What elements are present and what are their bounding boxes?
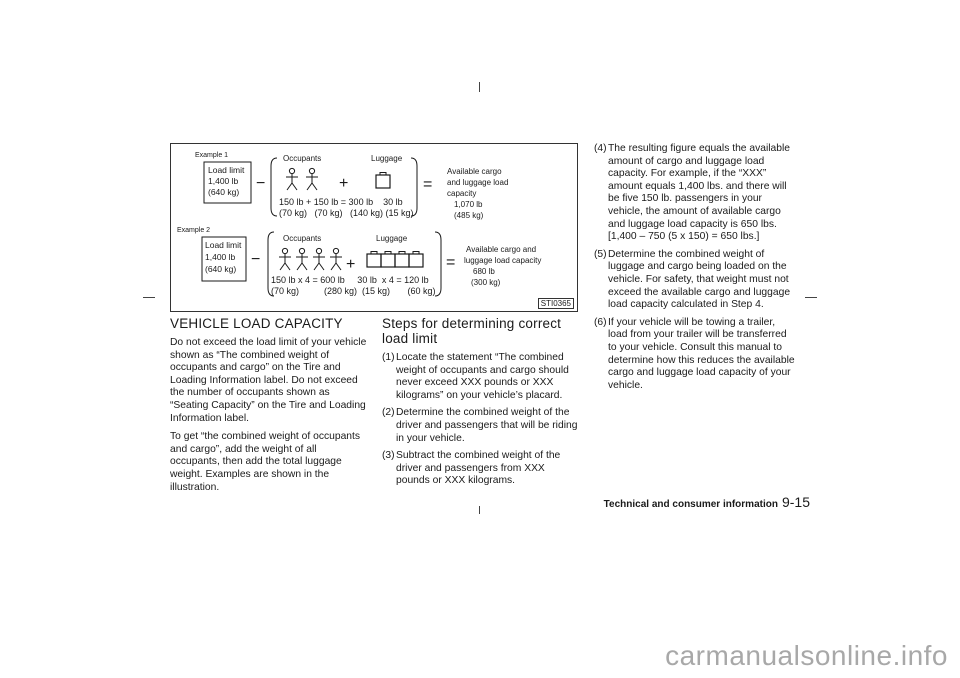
example-2-luggage-icon-2	[381, 252, 395, 268]
example-1-available-line-3: capacity	[447, 189, 477, 198]
step-text: Determine the combined weight of luggage and cargo being loaded on the vehicle. For safety, that weight must not exceed the available cargo and luggage load capacity calculated in Step 4.	[608, 248, 791, 311]
page-number: 9-15	[781, 494, 810, 510]
example-2-minus-sign: −	[251, 251, 261, 268]
example-2-luggage-icon-1	[367, 252, 381, 268]
load-capacity-illustration	[170, 143, 578, 312]
step-item	[594, 249, 797, 312]
example-2-occupant-icon-2	[296, 248, 308, 270]
example-2-luggage-icon-3	[395, 252, 409, 268]
steps-title: Steps for determining correct load limit	[382, 316, 562, 346]
example-1-available-line-1: Available cargo	[447, 167, 502, 176]
step-text: Subtract the combined weight of the driver and passengers from XXX pounds or XXX kilograms.	[396, 450, 561, 487]
example-2-available-kg: (300 kg)	[471, 278, 501, 287]
example-2-equation-lb: 150 lb x 4 = 600 lb 30 lb x 4 = 120 lb	[271, 275, 429, 285]
example-2-luggage-icon-4	[409, 252, 423, 268]
example-1-load-limit-kg: (640 kg)	[208, 187, 240, 197]
example-2-available-line-2: luggage load capacity	[464, 256, 542, 265]
example-1-occupants-label: Occupants	[283, 154, 322, 163]
step-number: (1)	[382, 352, 395, 363]
example-2-load-limit-title: Load limit	[205, 240, 242, 250]
step-item	[382, 450, 579, 488]
example-1-available-line-2: and luggage load	[447, 178, 509, 187]
step-item	[382, 407, 579, 445]
step-number: (4)	[594, 143, 607, 154]
crop-mark-left	[143, 297, 155, 298]
section-title: VEHICLE LOAD CAPACITY	[170, 316, 343, 331]
left-column	[170, 316, 367, 500]
example-2-load-limit-kg: (640 kg)	[205, 264, 237, 274]
example-1-equals-sign: =	[423, 176, 433, 193]
example-1-luggage-label: Luggage	[371, 154, 403, 163]
step-text: If your vehicle will be towing a trailer, load from your trailer will be transferred to your vehicle. Consult this manual to determine how this reduces the available cargo and luggage load capacity of your vehicle.	[608, 316, 795, 391]
example-2-occupant-icon-1	[279, 248, 291, 270]
example-2-occupant-icon-3	[313, 248, 325, 270]
example-2-occupants-label: Occupants	[283, 234, 322, 243]
example-1-available-lb: 1,070 lb	[454, 200, 483, 209]
watermark: carmanualsonline.info	[665, 640, 948, 671]
example-1-load-limit-title: Load limit	[208, 165, 245, 175]
example-2-available-line-1: Available cargo and	[466, 245, 537, 254]
example-1-minus-sign: −	[256, 175, 266, 192]
section-paragraph-1: Do not exceed the load limit of your vehicle shown as “The combined weight of occupants and cargo” on the Tire and Loading Information label. Do not exceed the number of occupants shown as “Seating Capacity” on the Tire and Loading Information label.	[170, 337, 367, 424]
example-1-equation-kg: (70 kg) (70 kg) (140 kg) (15 kg)	[279, 208, 414, 218]
step-text: The resulting figure equals the available amount of cargo and luggage load capacity. For example, if the “XXX” amount equals 1,400 lbs. and there will be five 150 lb. passengers in your vehicle, the amount of available cargo and luggage load capacity is 650 lbs. [1,400 – 750 (5 x 150) = 650 lbs.]	[608, 143, 791, 243]
step-number: (5)	[594, 248, 607, 260]
footer-section-name: Technical and consumer information	[603, 499, 778, 510]
example-1-luggage-icon	[376, 173, 390, 189]
step-number: (6)	[594, 316, 607, 328]
middle-column	[382, 316, 579, 493]
step-text: Locate the statement “The combined weight of occupants and cargo should never exceed XXX pounds or XXX kilograms” on your vehicle’s placard.	[396, 352, 569, 401]
page-footer	[590, 494, 810, 510]
step-item	[382, 352, 579, 402]
example-1-plus-sign: +	[339, 175, 349, 192]
example-1-left-bracket	[271, 158, 277, 216]
example-2-load-limit-lb: 1,400 lb	[205, 252, 236, 262]
example-2-available-lb: 680 lb	[473, 267, 495, 276]
step-text: Determine the combined weight of the driver and passengers that will be riding in your vehicle.	[396, 407, 578, 444]
right-column	[594, 143, 797, 397]
crop-mark-right	[805, 297, 817, 298]
example-2-luggage-label: Luggage	[376, 234, 408, 243]
step-number: (3)	[382, 450, 395, 462]
example-2-right-bracket	[435, 232, 441, 296]
example-2-equation-kg: (70 kg) (280 kg) (15 kg) (60 kg)	[271, 286, 436, 296]
step-item	[594, 317, 797, 393]
example-1-available-kg: (485 kg)	[454, 211, 484, 220]
crop-mark-bottom	[479, 506, 480, 514]
example-2-label: Example 2	[177, 227, 211, 234]
illustration-drawing	[171, 144, 577, 311]
example-1-load-limit-lb: 1,400 lb	[208, 176, 239, 186]
example-1-occupant-icon-1	[286, 168, 298, 190]
step-item	[594, 143, 797, 244]
example-1-equation-lb: 150 lb + 150 lb = 300 lb 30 lb	[279, 197, 403, 207]
section-paragraph-2: To get “the combined weight of occupants and cargo”, add the weight of all occupants, then add the total luggage weight. Examples are shown in the illustration.	[170, 431, 361, 493]
example-1-occupant-icon-2	[306, 168, 318, 190]
example-2-occupant-icon-4	[330, 248, 342, 270]
step-number: (2)	[382, 407, 395, 419]
example-2-plus-sign: +	[346, 256, 356, 273]
example-1-label: Example 1	[195, 152, 229, 159]
crop-mark-top	[479, 82, 480, 92]
figure-code: STI0365	[538, 298, 574, 309]
example-2-equals-sign: =	[446, 254, 456, 271]
